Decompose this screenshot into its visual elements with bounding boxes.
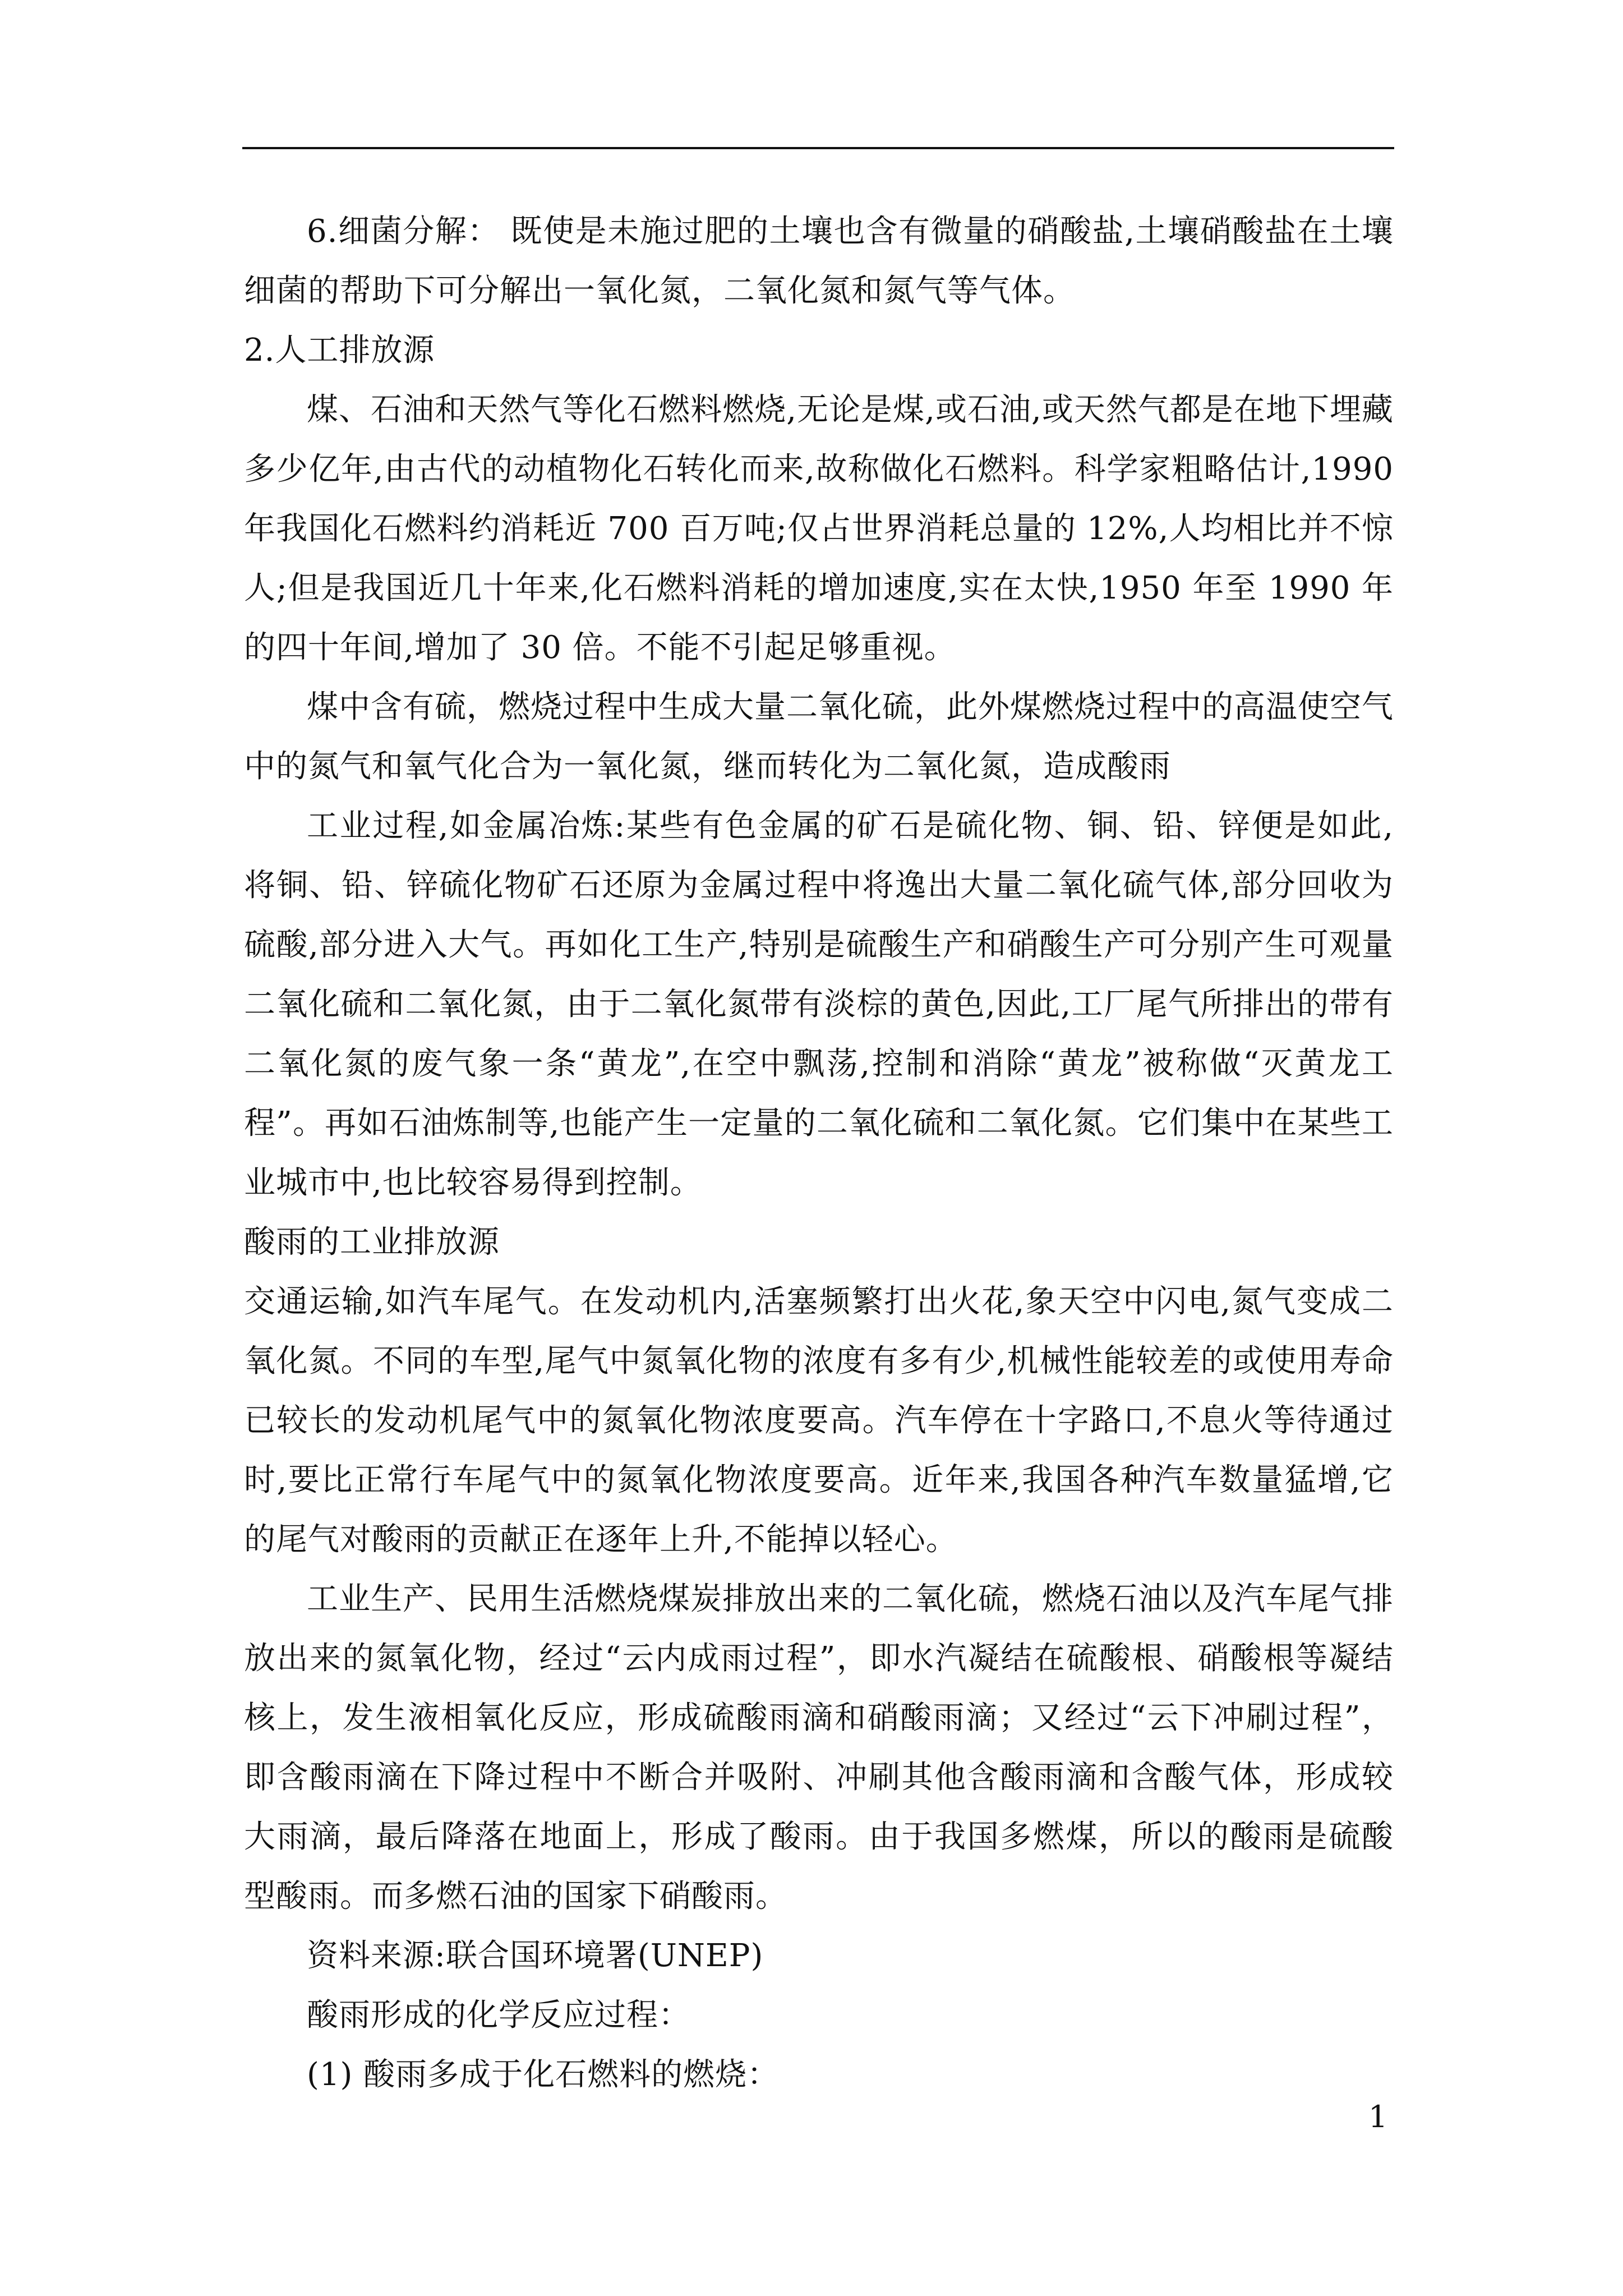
paragraph-coal-sulfur: 煤中含有硫，燃烧过程中生成大量二氧化硫，此外煤燃烧过程中的高温使空气中的氮气和氧气化合为一氧化氮，继而转化为二氧化氮，造成酸雨: [244, 689, 1394, 785]
document-body: [244, 202, 1394, 2105]
paragraph-source: 资料来源:联合国环境署(UNEP): [307, 1938, 764, 1974]
paragraph-fossil-fuel-combustion: (1) 酸雨多成于化石燃料的燃烧：: [307, 2056, 780, 2093]
heading-industrial-emission-sources: 酸雨的工业排放源: [244, 1224, 500, 1260]
paragraph-acid-rain-formation: 工业生产、民用生活燃烧煤炭排放出来的二氧化硫，燃烧石油以及汽车尾气排放出来的氮氧化物，经过“云内成雨过程”，即水汽凝结在硫酸根、硝酸根等凝结核上，发生液相氧化反应，形成硫酸雨滴和硝酸雨滴；又经过“云下冲刷过程”，即含酸雨滴在下降过程中不断合并吸附、冲刷其他含酸雨滴和含酸气体，形成较大雨滴，最后降落在地面上，形成了酸雨。由于我国多燃煤，所以的酸雨是硫酸型酸雨。而多燃石油的国家下硝酸雨。: [244, 1581, 1394, 1915]
paragraph-bacterial-decomposition: 6.细菌分解： 既使是未施过肥的土壤也含有微量的硝酸盐,土壤硝酸盐在土壤细菌的帮助下可分解出一氧化氮，二氧化氮和氮气等气体。: [244, 213, 1394, 309]
paragraph-transportation: 交通运输,如汽车尾气。在发动机内,活塞频繁打出火花,象天空中闪电,氮气变成二氧化氮。不同的车型,尾气中氮氧化物的浓度有多有少,机械性能较差的或使用寿命已较长的发动机尾气中的氮氧化物浓度要高。汽车停在十字路口,不息火等待通过时,要比正常行车尾气中的氮氧化物浓度要高。近年来,我国各种汽车数量猛增,它的尾气对酸雨的贡献正在逐年上升,不能掉以轻心。: [244, 1283, 1394, 1558]
page-number: 1: [1368, 2099, 1388, 2134]
heading-human-emission-sources: 2.人工排放源: [244, 332, 435, 369]
paragraph-chemical-process-heading: 酸雨形成的化学反应过程：: [307, 1997, 690, 2033]
header-rule: [242, 147, 1394, 149]
paragraph-industrial-process: 工业过程,如金属冶炼:某些有色金属的矿石是硫化物、铜、铅、锌便是如此,将铜、铅、锌硫化物矿石还原为金属过程中将逸出大量二氧化硫气体,部分回收为硫酸,部分进入大气。再如化工生产,特别是硫酸生产和硝酸生产可分别产生可观量二氧化硫和二氧化氮，由于二氧化氮带有淡棕的黄色,因此,工厂尾气所排出的带有二氧化氮的废气象一条“黄龙”,在空中飘荡,控制和消除“黄龙”被称做“灭黄龙工程”。再如石油炼制等,也能产生一定量的二氧化硫和二氧化氮。它们集中在某些工业城市中,也比较容易得到控制。: [244, 808, 1394, 1201]
paragraph-fossil-fuels: 煤、石油和天然气等化石燃料燃烧,无论是煤,或石油,或天然气都是在地下埋藏多少亿年,由古代的动植物化石转化而来,故称做化石燃料。科学家粗略估计,1990 年我国化石燃料约消耗近 700 百万吨;仅占世界消耗总量的 12%,人均相比并不惊人;但是我国近几十年来,化石燃料消耗的增加速度,实在太快,1950 年至 1990 年的四十年间,增加了 30 倍。不能不引起足够重视。: [244, 392, 1394, 666]
